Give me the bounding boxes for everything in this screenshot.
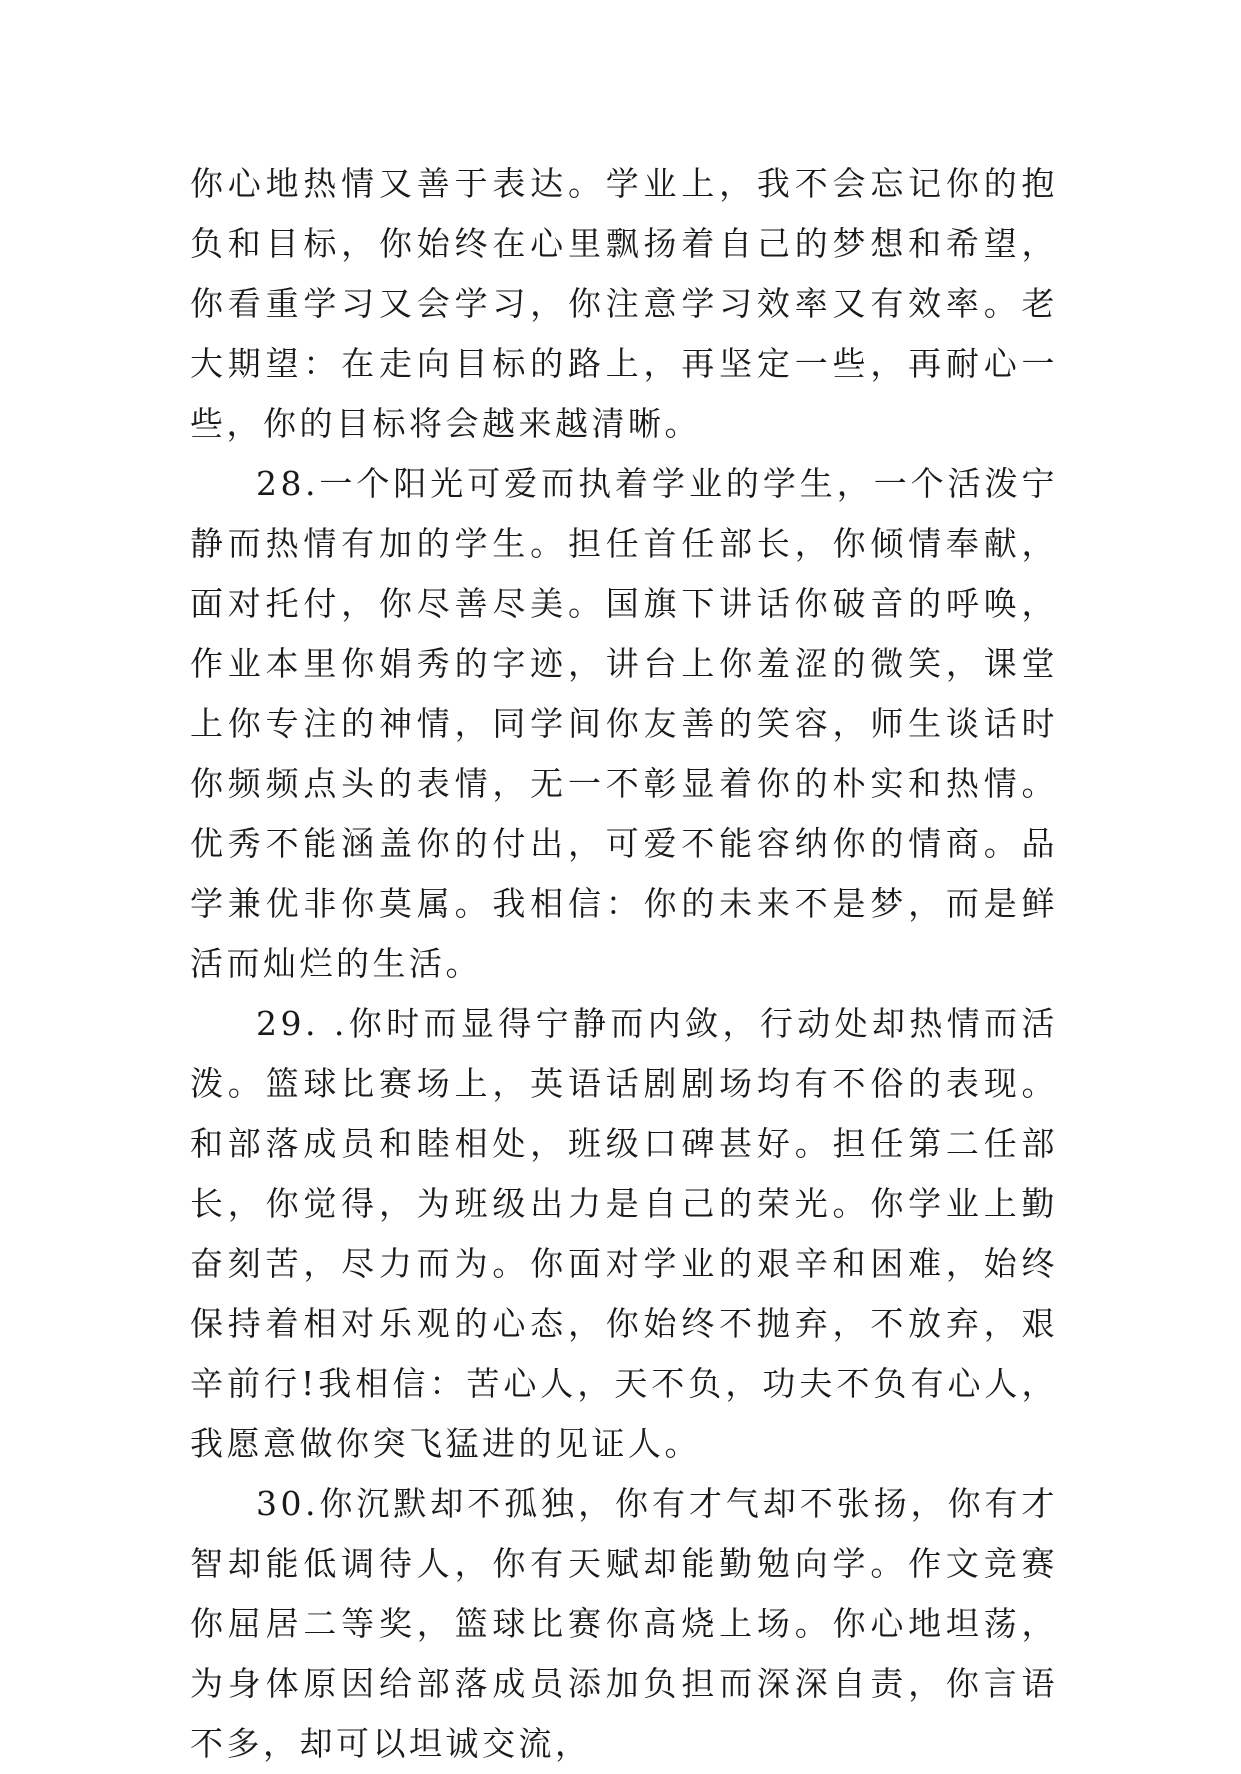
paragraph-continuation: 你心地热情又善于表达。学业上，我不会忘记你的抱负和目标，你始终在心里飘扬着自己的梦想和希望，你看重学习又会学习，你注意学习效率又有效率。老大期望：在走向目标的路上，再坚定一些，再耐心一些，你的目标将会越来越清晰。	[190, 164, 1058, 443]
paragraph-30: 30.你沉默却不孤独，你有才气却不张扬，你有才智却能低调待人，你有天赋却能勤勉向学。作文竞赛你屈居二等奖，篮球比赛你高烧上场。你心地坦荡，为身体原因给部落成员添加负担而深深自责，你言语不多，却可以坦诚交流，	[190, 1484, 1058, 1763]
document-body	[190, 154, 1058, 1774]
paragraph-29: 29. .你时而显得宁静而内敛，行动处却热情而活泼。篮球比赛场上，英语话剧剧场均有不俗的表现。和部落成员和睦相处，班级口碑甚好。担任第二任部长，你觉得，为班级出力是自己的荣光。你学业上勤奋刻苦，尽力而为。你面对学业的艰辛和困难，始终保持着相对乐观的心态，你始终不抛弃，不放弃，艰辛前行!我相信：苦心人，天不负，功夫不负有心人，我愿意做你突飞猛进的见证人。	[190, 1004, 1058, 1463]
paragraph-28: 28.一个阳光可爱而执着学业的学生，一个活泼宁静而热情有加的学生。担任首任部长，你倾情奉献，面对托付，你尽善尽美。国旗下讲话你破音的呼唤，作业本里你娟秀的字迹，讲台上你羞涩的微笑，课堂上你专注的神情，同学间你友善的笑容，师生谈话时你频频点头的表情，无一不彰显着你的朴实和热情。优秀不能涵盖你的付出，可爱不能容纳你的情商。品学兼优非你莫属。我相信：你的未来不是梦，而是鲜活而灿烂的生活。	[190, 464, 1058, 983]
